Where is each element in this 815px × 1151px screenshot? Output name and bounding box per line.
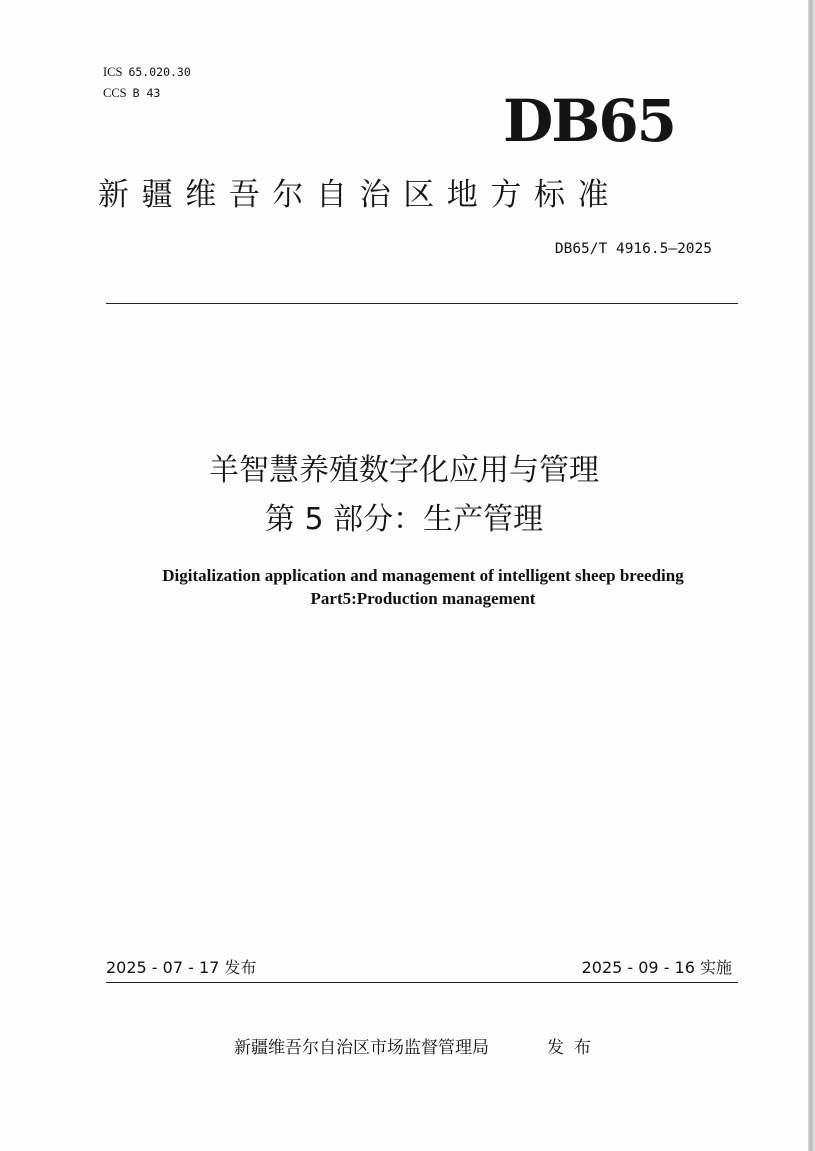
ics-value: 65.020.30 bbox=[128, 65, 191, 79]
footer-divider bbox=[106, 982, 738, 983]
title-chinese-line-2: 第 5 部分：生产管理 bbox=[264, 502, 544, 537]
ccs-code bbox=[103, 83, 191, 104]
issue-date: 2025 - 07 - 17 发布 bbox=[106, 958, 257, 977]
publisher-name: 新疆维吾尔自治区市场监督管理局 bbox=[234, 1038, 489, 1058]
standard-category-title: 新疆维吾尔自治区地方标准 bbox=[98, 177, 622, 213]
scanned-page-edge bbox=[808, 0, 815, 1151]
ics-label: ICS bbox=[103, 65, 123, 79]
implementation-date: 2025 - 09 - 16 实施 bbox=[581, 958, 732, 977]
ccs-label: CCS bbox=[103, 86, 127, 100]
standard-number: DB65/T 4916.5—2025 bbox=[554, 241, 712, 257]
classification-codes bbox=[103, 62, 191, 104]
title-chinese-line-1: 羊智慧养殖数字化应用与管理 bbox=[209, 453, 599, 488]
publish-label: 发布 bbox=[547, 1038, 601, 1058]
header-divider bbox=[106, 303, 738, 304]
ccs-value: B 43 bbox=[132, 86, 161, 100]
title-english-line-1: Digitalization application and management of intelligent sheep breeding bbox=[162, 566, 684, 585]
db65-logo: DB65 bbox=[503, 87, 676, 155]
title-english-line-2: Part5:Production management bbox=[310, 589, 536, 608]
ics-code bbox=[103, 62, 191, 83]
